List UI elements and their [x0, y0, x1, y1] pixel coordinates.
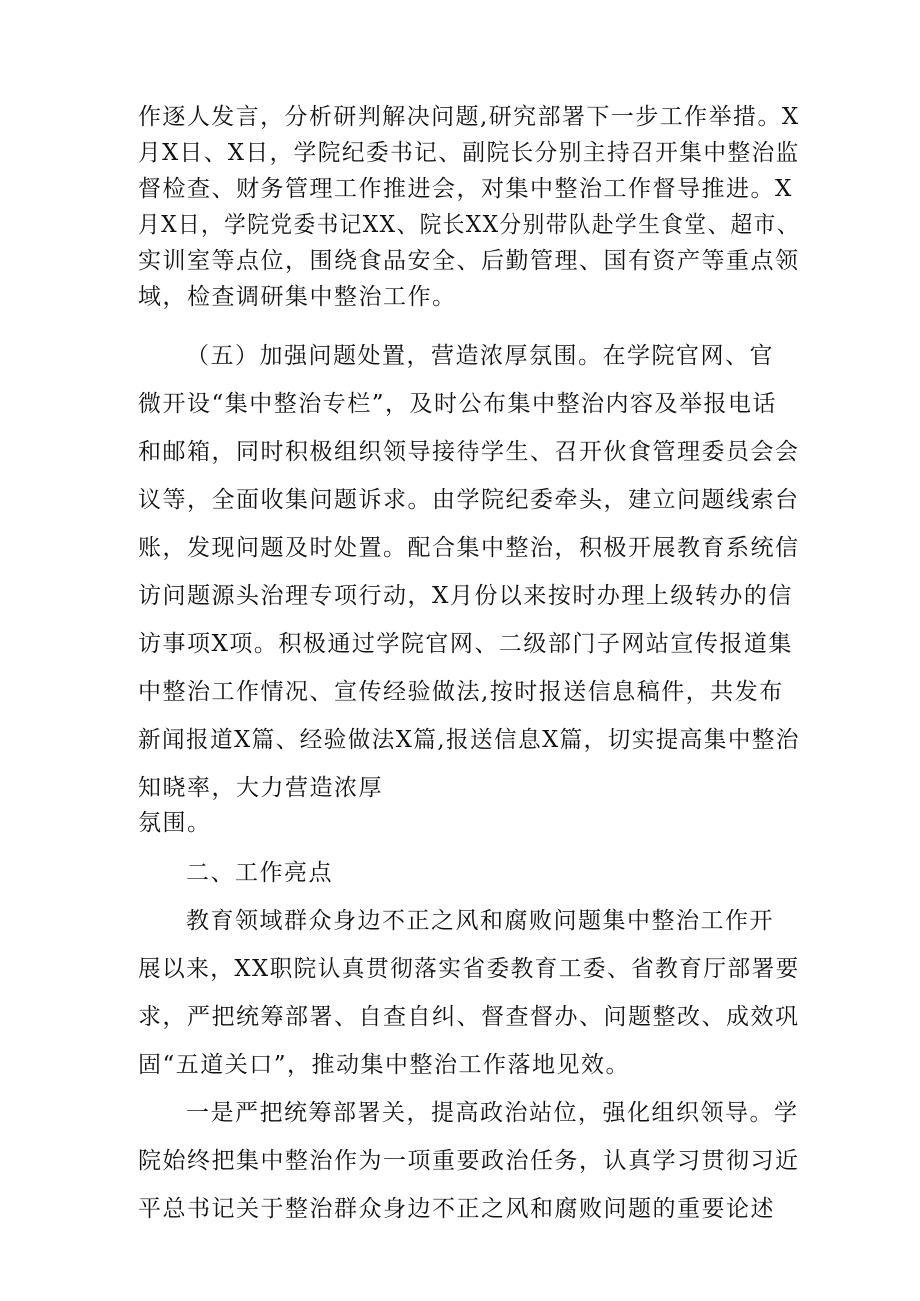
- text-line: 新闻报道X篇、经验做法X篇,报送信息X篇，切实提高集中整治: [138, 727, 800, 753]
- text-line: 访事项X项。积极通过学院官网、二级部门子网站宣传报道集: [138, 631, 793, 657]
- text-line: 访问题源头治理专项行动，X月份以来按时办理上级转办的信: [138, 583, 793, 609]
- text-line: 中整治工作情况、宣传经验做法,按时报送信息稿件，共发布: [138, 679, 784, 705]
- text-line: 督检查、财务管理工作推进会，对集中整治工作督导推进。X: [138, 176, 793, 202]
- text-line: 域，检查调研集中整治工作。: [138, 284, 457, 310]
- text-line: 平总书记关于整治群众身边不正之风和腐败问题的重要论述: [138, 1196, 775, 1222]
- text-line: 展以来，XX职院认真贯彻落实省委教育工委、省教育厅部署要: [138, 956, 800, 982]
- text-line: 月X日，学院党委书记XX、院长XX分别带队赴学生食堂、超市、: [138, 212, 800, 238]
- text-line: 账，发现问题及时处置。配合集中整治，积极开展教育系统信: [138, 535, 800, 561]
- text-line: 固“五道关口”，推动集中整治工作落地见效。: [138, 1052, 631, 1078]
- text-line: 院始终把集中整治作为一项重要政治任务，认真学习贯彻习近: [138, 1148, 800, 1174]
- text-line: 微开设“集中整治专栏”，及时公布集中整治内容及举报电话: [138, 391, 778, 417]
- text-line: 议等，全面收集问题诉求。由学院纪委牵头，建立问题线索台: [138, 487, 800, 513]
- text-line: 一是严把统筹部署关，提高政治站位，强化组织领导。学: [186, 1100, 799, 1126]
- text-line: 作逐人发言，分析研判解决问题,研究部署下一步工作举措。X: [138, 104, 800, 130]
- text-line: 求，严把统筹部署、自查自纠、督查督办、问题整改、成效巩: [138, 1004, 800, 1030]
- text-line: 实训室等点位，围绕食品安全、后勤管理、国有资产等重点领: [138, 248, 800, 274]
- text-line: 教育领域群众身边不正之风和腐败问题集中整治工作开: [186, 908, 774, 934]
- section-heading-2: 二、工作亮点: [186, 860, 333, 886]
- text-line: 氛围。: [138, 810, 212, 836]
- section-heading-5: （五）加强问题处置，营造浓厚氛围。在学院官网、官: [186, 343, 774, 369]
- text-line: 和邮箱，同时积极组织领导接待学生、召开伙食管理委员会会: [138, 439, 800, 465]
- text-line: 月X日、X日，学院纪委书记、副院长分别主持召开集中整治监: [138, 140, 800, 166]
- text-line: 知晓率，大力营造浓厚: [138, 775, 383, 801]
